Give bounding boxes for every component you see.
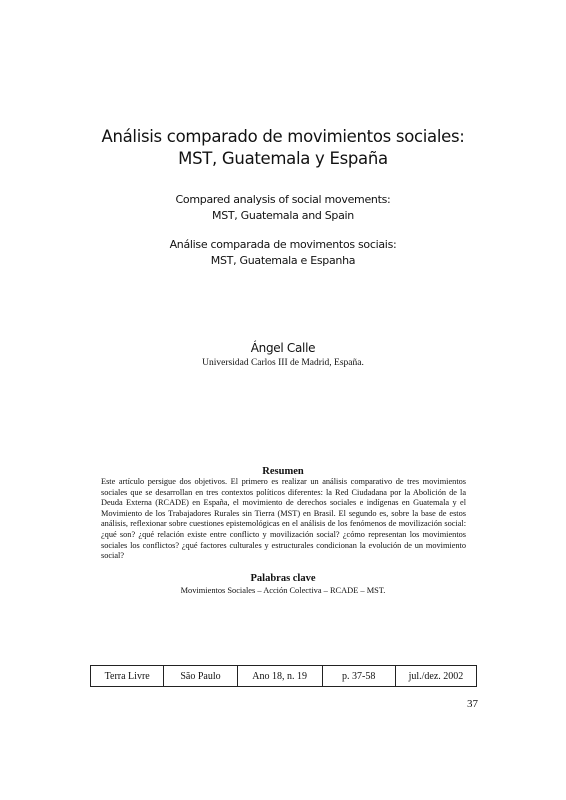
journal-info-row: [91, 666, 477, 687]
portuguese-title-line-1: Análise comparada de movimentos sociais:: [169, 238, 397, 251]
journal-city-cell: São Paulo: [164, 666, 237, 687]
portuguese-title-line-2: MST, Guatemala e Espanha: [210, 254, 356, 267]
journal-info-table: [90, 665, 477, 687]
english-title: [60, 192, 506, 224]
keywords-text: Movimientos Sociales – Acción Colectiva – RCADE – MST.: [180, 586, 386, 595]
journal-volume-cell: Ano 18, n. 19: [237, 666, 322, 687]
author-affiliation: Universidad Carlos III de Madrid, España.: [202, 358, 364, 368]
portuguese-title: [60, 237, 506, 269]
keywords-heading: Palabras clave: [250, 573, 316, 584]
journal-pages-cell: p. 37-58: [322, 666, 395, 687]
page-number: 37: [467, 698, 478, 710]
article-title: [60, 126, 506, 170]
english-title-line-1: Compared analysis of social movements:: [175, 193, 391, 206]
english-title-line-2: MST, Guatemala and Spain: [212, 209, 354, 222]
title-line-2: MST, Guatemala y España: [178, 149, 388, 168]
author-name: Ángel Calle: [250, 341, 316, 355]
abstract-text: Este artículo persigue dos objetivos. El primero es realizar un análisis comparativo de tres movimientos sociales que se desarrollan en tres contextos políticos diferentes: la Red Ciudadana por la Abolición de la Deuda Externa (RCADE) en España, el movimiento de derechos sociales e indígenas en Guatemala y el Movimiento de los Trabajadores Rurales sin Tierra (MST) en Brasil. El segundo es, sobre la base de estos análisis, reflexionar sobre cuestiones epistemológicas en el análisis de los fenómenos de movilización social: ¿qué son? ¿qué relación existe entre conflicto y movilización social? ¿cómo representan los movimientos sociales los conflictos? ¿qué factores culturales y estructurales condicionan la evolución de un movimiento social?: [101, 477, 466, 561]
journal-name-cell: Terra Livre: [91, 666, 164, 687]
title-line-1: Análisis comparado de movimientos sociales:: [101, 127, 465, 146]
abstract-heading: Resumen: [262, 466, 304, 477]
journal-date-cell: jul./dez. 2002: [395, 666, 476, 687]
